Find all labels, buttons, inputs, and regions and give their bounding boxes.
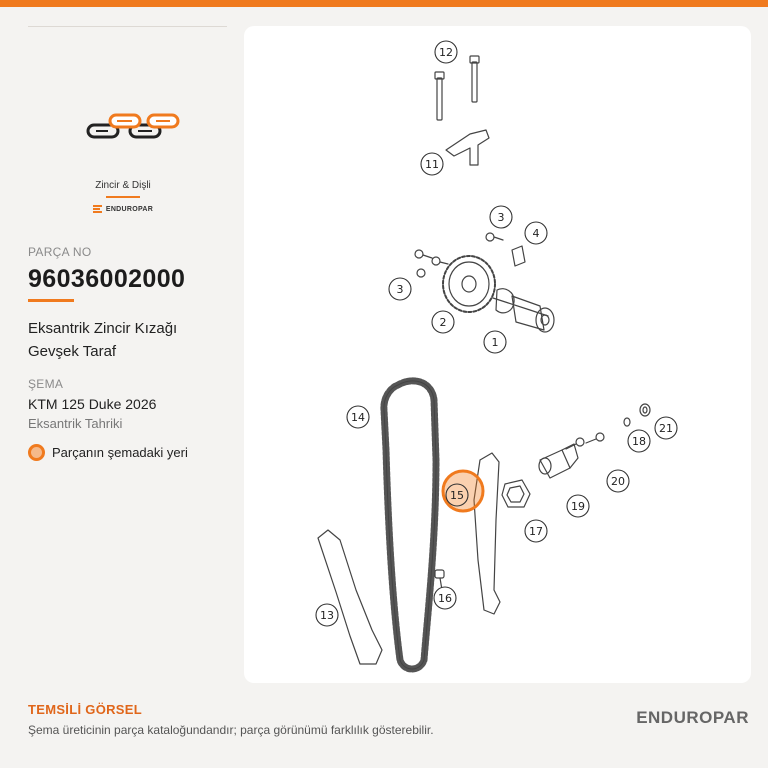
- camshaft-part-1: [493, 289, 554, 332]
- sidebar-divider: [28, 26, 227, 27]
- top-accent-bar: [0, 0, 768, 7]
- chain-logo-icon: [86, 111, 180, 141]
- part-number: 96036002000: [28, 265, 186, 293]
- callout-1: 1: [491, 336, 499, 349]
- category-underline: [106, 196, 140, 198]
- schema-group: Eksantrik Tahriki: [28, 416, 123, 431]
- plug-part-21: [640, 404, 650, 416]
- legend: [28, 444, 188, 461]
- legend-text: Parçanın şemadaki yeri: [52, 445, 188, 460]
- part-number-underline: [28, 299, 74, 302]
- bolt-part-12: [435, 56, 479, 120]
- logo-category-text: Zincir & Dişli: [95, 180, 151, 191]
- exploded-diagram: [244, 26, 751, 683]
- washer-part-18: [624, 418, 630, 426]
- callout-3a: 3: [497, 211, 505, 224]
- gasket-part-17: [502, 480, 530, 507]
- schema-model: KTM 125 Duke 2026: [28, 396, 157, 412]
- callout-16: 16: [438, 592, 452, 605]
- diagram-card: [244, 26, 751, 683]
- tensioner-part-19: [539, 444, 578, 478]
- footer-title: TEMSİLİ GÖRSEL: [28, 702, 142, 717]
- callout-3b: 3: [396, 283, 404, 296]
- callout-12: 12: [439, 46, 453, 59]
- screws-part-3b: [415, 250, 448, 277]
- callout-17: 17: [529, 525, 543, 538]
- chain-guide-part-13: [318, 530, 382, 664]
- small-brand: [28, 205, 218, 213]
- callout-11: 11: [425, 158, 439, 171]
- callout-15: 15: [450, 489, 464, 502]
- callout-20: 20: [611, 475, 625, 488]
- sidebar: [28, 7, 228, 687]
- timing-chain-part-14: [384, 381, 436, 669]
- part-name: [28, 317, 228, 363]
- small-brand-text: ENDUROPAR: [105, 205, 154, 213]
- schema-label: ŞEMA: [28, 377, 64, 391]
- screw-part-3a: [486, 233, 503, 241]
- callout-2: 2: [439, 316, 447, 329]
- callout-19: 19: [571, 500, 585, 513]
- callout-21: 21: [659, 422, 673, 435]
- sprocket-part-2: [443, 256, 495, 312]
- callout-18: 18: [632, 435, 646, 448]
- callout-14: 14: [351, 411, 365, 424]
- legend-marker-icon: [28, 444, 45, 461]
- callout-4: 4: [532, 227, 540, 240]
- part-number-label: PARÇA NO: [28, 245, 92, 259]
- part-name-line2: Gevşek Taraf: [28, 343, 117, 360]
- footer-note: Şema üreticinin parça kataloğundandır; parça görünümü farklılık gösterebilir.: [28, 723, 434, 737]
- plate-part-4: [512, 246, 525, 266]
- brand-mark-icon: [93, 205, 102, 213]
- callout-13: 13: [320, 609, 334, 622]
- part-name-line1: Eksantrik Zincir Kızağı: [28, 320, 178, 337]
- footer-brand: ENDUROPAR: [636, 708, 749, 727]
- bracket-part-11: [446, 130, 489, 165]
- bolts-part-20: [566, 433, 604, 449]
